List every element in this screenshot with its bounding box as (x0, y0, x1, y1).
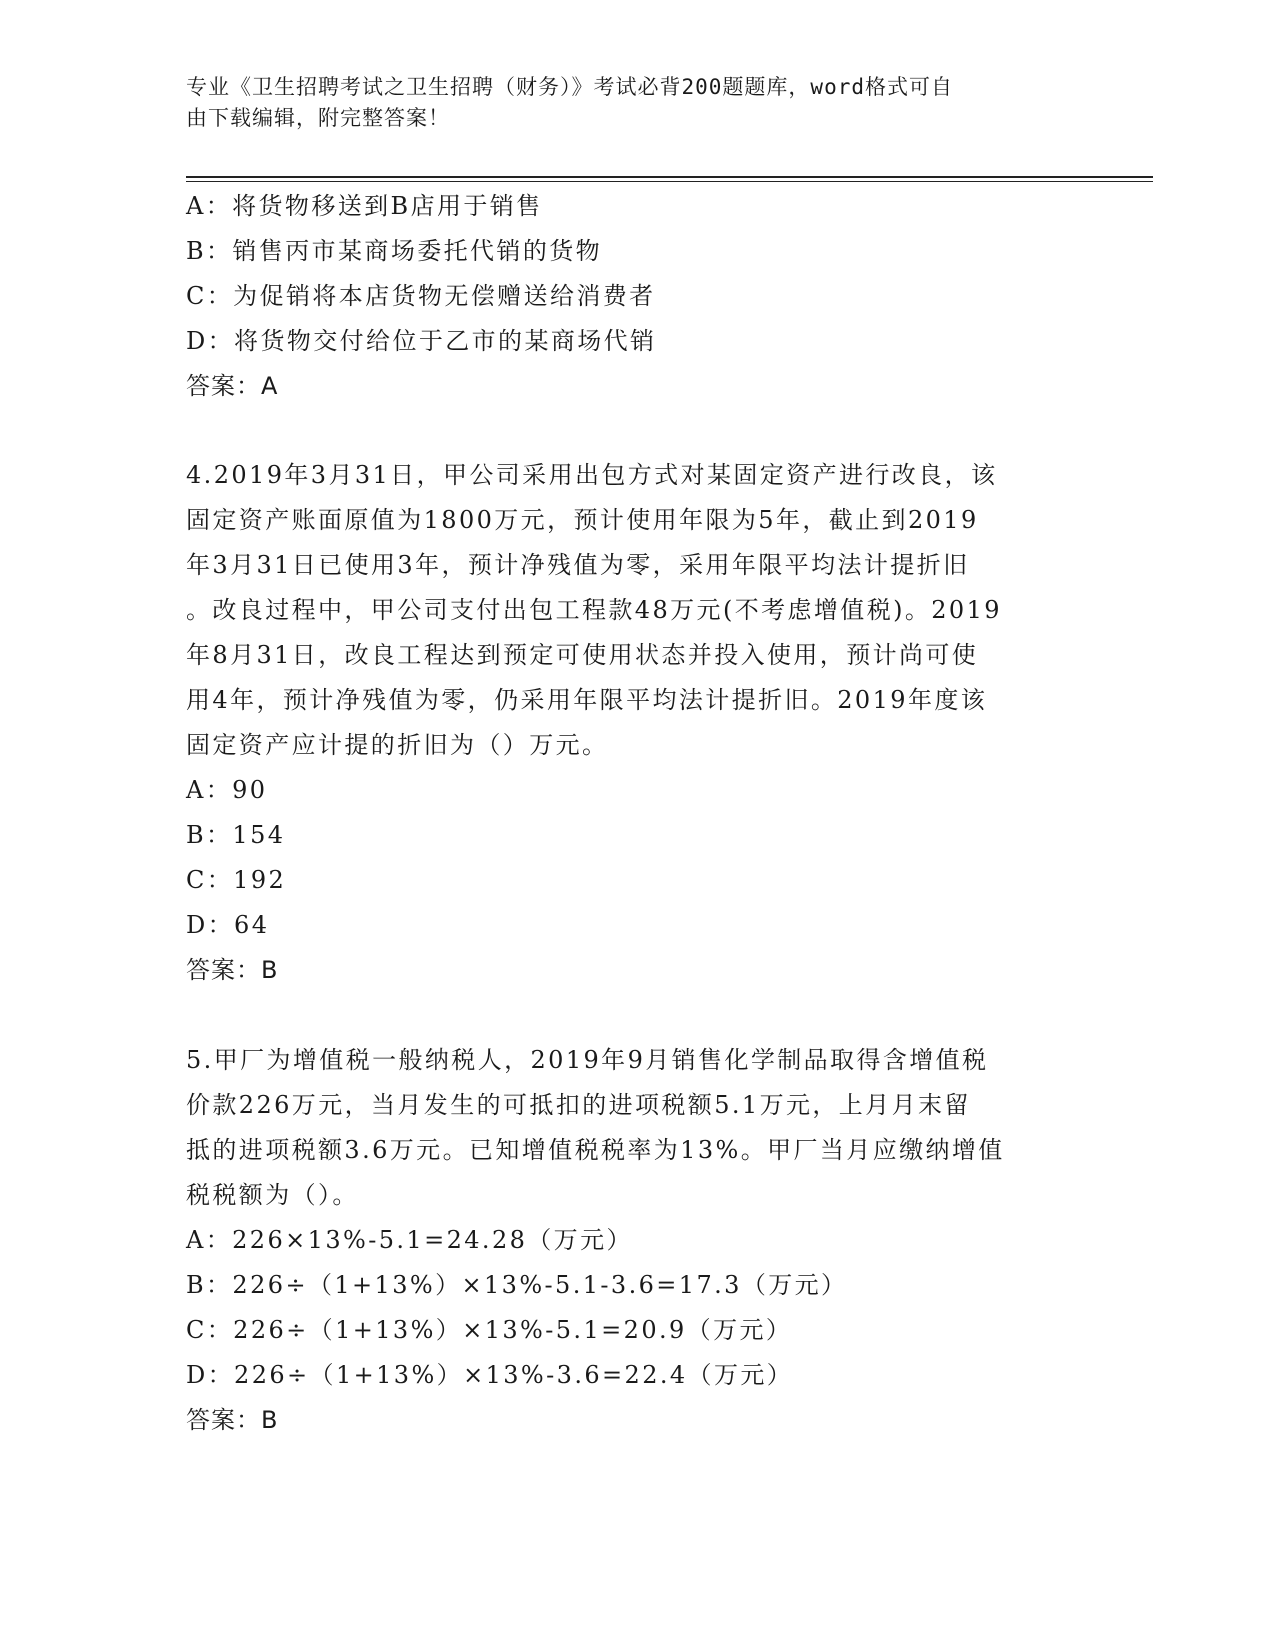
q4-stem-line: 。改良过程中，甲公司支付出包工程款48万元(不考虑增值税)。2019 (186, 596, 1002, 624)
q4-option-a: A：90 (186, 776, 268, 804)
q4-stem-line: 年8月31日，改良工程达到预定可使用状态并投入使用，预计尚可使 (186, 641, 979, 669)
q5-stem-line: 税税额为（）。 (186, 1181, 359, 1209)
q4-stem-line: 固定资产应计提的折旧为（）万元。 (186, 731, 609, 759)
q3-option-c: C：为促销将本店货物无偿赠送给消费者 (186, 282, 656, 310)
q5-option-c: C：226÷（1+13%）×13%-5.1=20.9（万元） (186, 1316, 793, 1344)
q4-stem-line: 用4年，预计净残值为零，仍采用年限平均法计提折旧。2019年度该 (186, 686, 988, 714)
q3-option-a: A：将货物移送到B店用于销售 (186, 192, 543, 220)
q4-option-b: B：154 (186, 821, 286, 849)
document-header (186, 72, 1066, 134)
q5-stem-line: 抵的进项税额3.6万元。已知增值税税率为13%。甲厂当月应缴纳增值 (186, 1136, 1005, 1164)
q4-stem-line: 固定资产账面原值为1800万元，预计使用年限为5年，截止到2019 (186, 506, 979, 534)
q5-stem-line: 5.甲厂为增值税一般纳税人，2019年9月销售化学制品取得含增值税 (186, 1046, 989, 1074)
q5-option-d: D：226÷（1+13%）×13%-3.6=22.4（万元） (186, 1361, 794, 1389)
q4-option-d: D：64 (186, 911, 270, 939)
header-line-1: 专业《卫生招聘考试之卫生招聘（财务）》考试必背200题题库，word格式可自 (186, 75, 953, 99)
q4-option-c: C：192 (186, 866, 287, 894)
header-line-2: 由下载编辑，附完整答案！ (186, 106, 450, 130)
q4-stem-line: 4.2019年3月31日，甲公司采用出包方式对某固定资产进行改良，该 (186, 461, 998, 489)
q3-option-b: B：销售丙市某商场委托代销的货物 (186, 237, 603, 265)
header-rule-thin (186, 181, 1153, 182)
q5-option-a: A：226×13%-5.1=24.28（万元） (186, 1226, 633, 1254)
q5-answer: 答案：B (186, 1406, 279, 1434)
q3-option-d: D：将货物交付给位于乙市的某商场代销 (186, 327, 657, 355)
q4-answer: 答案：B (186, 956, 279, 984)
q5-option-b: B：226÷（1+13%）×13%-5.1-3.6=17.3（万元） (186, 1271, 848, 1299)
header-rule (186, 176, 1153, 178)
q4-stem-line: 年3月31日已使用3年，预计净残值为零，采用年限平均法计提折旧 (186, 551, 970, 579)
q3-answer: 答案：A (186, 372, 279, 400)
q5-stem-line: 价款226万元，当月发生的可抵扣的进项税额5.1万元，上月月末留 (186, 1091, 971, 1119)
